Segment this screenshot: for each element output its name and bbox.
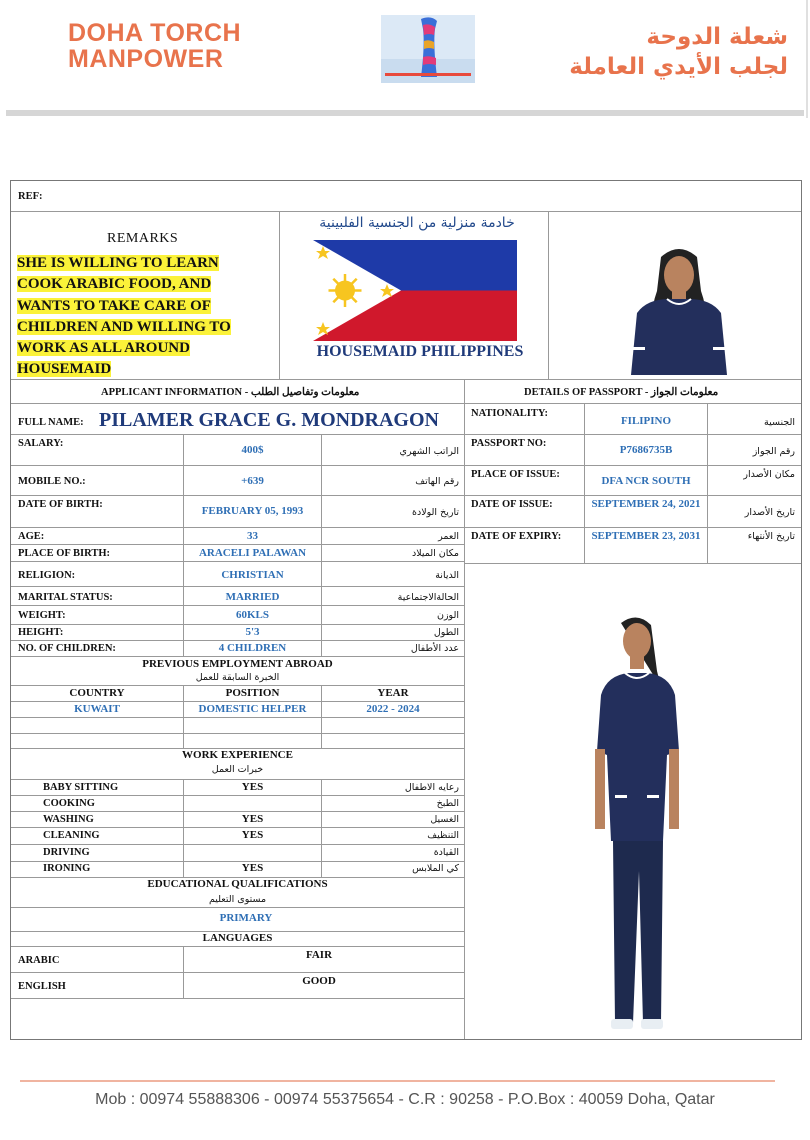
- applicant-portrait: [623, 243, 735, 375]
- applicant-info-header: APPLICANT INFORMATION - معلومات وتفاصيل الطلب: [101, 387, 360, 398]
- divider: [464, 495, 801, 496]
- divider: [279, 211, 280, 379]
- divider: [321, 779, 322, 877]
- divider: [11, 434, 465, 435]
- cv-form: REF: REMARKS SHE IS WILLING TO LEARN COOK ARABIC FOOD, AND WANTS TO TAKE CARE OF CHILDREN AND WILLING TO WORK AS ALL AROUND HOUSEMAID خادمة منزلية من الجنسية الفلبينية HOUSEMAID PHILIPPINES APPLICANT INFORMATION - معلومات وتفاصيل الطلب DETAILS OF PASSPORT - معلومات الجواز FULL NAME: PILAMER GRACE G. MONDRAGON SALARY: 400$ الراتب الشهري MOBILE NO.: +639 رقم الهاتف DATE OF BIRTH: FEBRUARY 05, 1993 تاريخ الولادة AGE: 33 العمر PLACE OF BIRTH: ARACELI PALAWAN مكان الميلاد RELIGION: CHRISTIAN الديانة MARITAL STATUS: MARRIED الحالةالاجتماعية WEIGHT: 60KLS الوزن HEIGHT: 5'3 الطول NO. OF CHILDREN: 4 CHILDREN عدد الأطفال NATIONALITY: FILIPINO الجنسية PASSPORT NO: P7686735B رقم الجواز PLACE OF ISSUE: DFA NCR SOUTH مكان الأصدار DATE OF ISSUE: SEPTEMBER 24, 2021 تاريخ الأصدار DATE OF EXPIRY: SEPTEMBER 23, 2031 تاريخ الأنتهاء PREVIOUS EMPLOYMENT ABROAD الخبرة السابقة للعمل COUNTRY POSITION YEAR KUWAIT DOMESTIC HELPER 2022 - 2024 WORK EXPERIENCE خبرات العمل BABY SITTING YES رعايه الاطفال COOKING الطبخ WASHING YES الغسيل CLEANING YES التنظيف DRIVING القيادة IRONING YES كي الملابس EDUCATIONAL QUALIFICATIONS مستوى التعليم PRIMARY LANGUAGES ARABIC FAIR ENGLISH GOOD: [10, 180, 802, 1040]
- doha-torch-logo: [381, 15, 475, 83]
- divider: [464, 379, 465, 1039]
- languages-title: LANGUAGES: [202, 932, 273, 944]
- divider: [11, 795, 465, 796]
- education-title: EDUCATIONAL QUALIFICATIONS: [147, 878, 328, 890]
- divider: [11, 827, 465, 828]
- divider: [548, 211, 549, 379]
- divider: [11, 495, 465, 496]
- divider: [464, 527, 801, 528]
- divider: [11, 561, 465, 562]
- philippines-flag-icon: [313, 240, 517, 341]
- divider: [11, 998, 465, 999]
- divider: [11, 733, 465, 734]
- divider: [11, 946, 465, 947]
- divider: [11, 465, 465, 466]
- column-country: COUNTRY: [69, 687, 125, 699]
- full-name-label: FULL NAME:: [18, 417, 84, 428]
- divider: [11, 685, 465, 686]
- remarks-text: SHE IS WILLING TO LEARN COOK ARABIC FOOD, AND WANTS TO TAKE CARE OF CHILDREN AND WILLING TO WORK AS ALL AROUND HOUSEMAID: [17, 255, 231, 378]
- flag-caption: HOUSEMAID PHILIPPINES: [316, 343, 524, 360]
- company-name-ar: شعلة الدوحة لجلب الأيدي العاملة: [569, 24, 788, 80]
- divider: [11, 586, 465, 587]
- divider: [707, 403, 708, 563]
- divider: [11, 605, 465, 606]
- remarks-title: REMARKS: [107, 231, 179, 246]
- divider: [11, 717, 465, 718]
- page-edge: [806, 0, 808, 118]
- divider: [11, 844, 465, 845]
- divider: [11, 701, 465, 702]
- work-experience-title-ar: خبرات العمل: [211, 764, 264, 775]
- divider: [464, 434, 801, 435]
- company-name-en: DOHA TORCH MANPOWER: [68, 19, 242, 73]
- divider: [11, 211, 801, 212]
- education-title-ar: مستوى التعليم: [208, 894, 267, 905]
- divider: [464, 563, 801, 564]
- divider: [11, 379, 801, 380]
- work-experience-title: WORK EXPERIENCE: [182, 749, 293, 761]
- column-year: YEAR: [377, 687, 409, 699]
- divider: [11, 527, 465, 528]
- header-divider: [6, 110, 804, 116]
- divider: [183, 434, 184, 656]
- ref-label: REF:: [18, 191, 43, 202]
- applicant-full-body-photo: [571, 611, 701, 1037]
- footer-divider: [20, 1080, 775, 1082]
- divider: [11, 811, 465, 812]
- divider: [11, 403, 801, 404]
- passport-details-header: DETAILS OF PASSPORT - معلومات الجواز: [524, 387, 719, 398]
- divider: [11, 779, 465, 780]
- divider: [11, 624, 465, 625]
- footer-contact: Mob : 00974 55888306 - 00974 55375654 - C.R : 90258 - P.O.Box : 40059 Doha, Qatar: [95, 1091, 715, 1108]
- divider: [11, 656, 465, 657]
- divider: [11, 907, 465, 908]
- prev-employment-title: PREVIOUS EMPLOYMENT ABROAD: [142, 658, 333, 670]
- education-value: PRIMARY: [219, 912, 273, 924]
- divider: [321, 434, 322, 656]
- divider: [11, 972, 465, 973]
- divider: [11, 544, 465, 545]
- divider: [464, 465, 801, 466]
- prev-employment-title-ar: الخبرة السابقة للعمل: [195, 672, 280, 683]
- column-position: POSITION: [225, 687, 280, 699]
- divider: [11, 640, 465, 641]
- flag-title-ar: خادمة منزلية من الجنسية الفلبينية: [319, 215, 515, 231]
- full-name-value: PILAMER GRACE G. MONDRAGON: [99, 409, 439, 431]
